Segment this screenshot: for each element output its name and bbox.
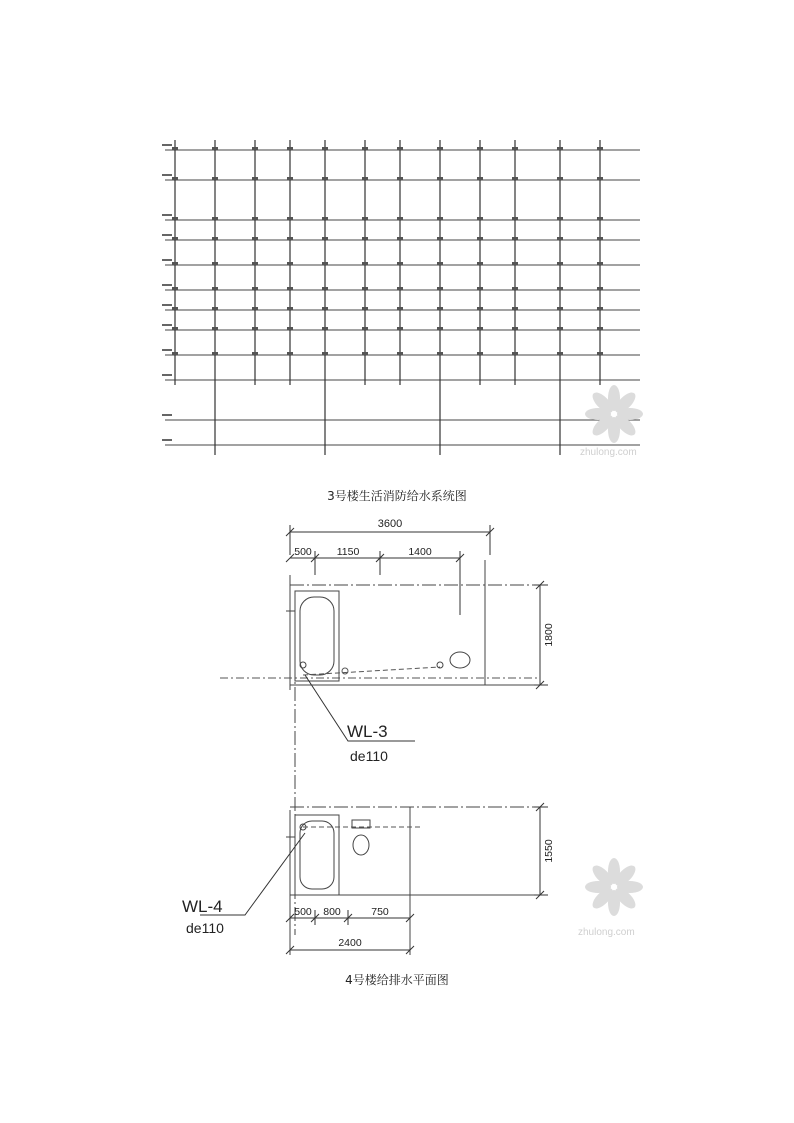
valve-mark xyxy=(287,147,293,150)
valve-mark xyxy=(397,327,403,330)
elevation-mark xyxy=(162,174,172,176)
valve-mark xyxy=(287,327,293,330)
valve-mark xyxy=(512,262,518,265)
valve-mark xyxy=(252,307,258,310)
valve-mark xyxy=(212,262,218,265)
valve-mark xyxy=(512,352,518,355)
elevation-mark xyxy=(162,234,172,236)
valve-mark xyxy=(557,237,563,240)
valve-mark xyxy=(212,217,218,220)
valve-mark xyxy=(362,287,368,290)
valve-mark xyxy=(362,217,368,220)
watermark-text: zhulong.com xyxy=(580,447,637,458)
valve-mark xyxy=(362,177,368,180)
elevation-mark xyxy=(162,284,172,286)
valve-mark xyxy=(287,352,293,355)
plan-drawing-caption: 4号楼给排水平面图 xyxy=(345,973,449,987)
valve-mark xyxy=(287,307,293,310)
valve-mark xyxy=(477,287,483,290)
valve-mark xyxy=(287,237,293,240)
valve-mark xyxy=(437,352,443,355)
valve-mark xyxy=(397,262,403,265)
valve-mark xyxy=(212,327,218,330)
valve-mark xyxy=(557,287,563,290)
valve-mark xyxy=(362,262,368,265)
valve-mark xyxy=(252,177,258,180)
valve-mark xyxy=(597,217,603,220)
valve-mark xyxy=(322,352,328,355)
dimension-label-1550: 1550 xyxy=(543,839,555,863)
valve-mark xyxy=(477,262,483,265)
valve-mark xyxy=(477,327,483,330)
valve-mark xyxy=(172,287,178,290)
plumbing-floor-plan xyxy=(200,515,560,965)
valve-mark xyxy=(437,147,443,150)
valve-mark xyxy=(557,352,563,355)
valve-mark xyxy=(557,177,563,180)
valve-mark xyxy=(322,327,328,330)
valve-mark xyxy=(172,307,178,310)
elevation-mark xyxy=(162,304,172,306)
valve-mark xyxy=(252,237,258,240)
valve-mark xyxy=(252,352,258,355)
valve-mark xyxy=(597,177,603,180)
valve-mark xyxy=(287,217,293,220)
valve-mark xyxy=(172,327,178,330)
valve-mark xyxy=(437,237,443,240)
elevation-marks xyxy=(162,144,172,441)
valve-mark xyxy=(397,147,403,150)
valve-mark xyxy=(362,352,368,355)
dimension-label-3600: 3600 xyxy=(377,518,403,530)
valve-mark xyxy=(397,352,403,355)
valve-mark xyxy=(212,147,218,150)
valve-mark xyxy=(477,147,483,150)
valve-mark xyxy=(322,217,328,220)
room-upper-walls xyxy=(290,560,540,690)
valve-mark xyxy=(322,177,328,180)
watermark-text: zhulong.com xyxy=(578,927,635,938)
valve-mark xyxy=(557,147,563,150)
valve-mark xyxy=(172,147,178,150)
valve-mark xyxy=(557,307,563,310)
snowflake-logo-icon xyxy=(582,855,646,919)
bathtub-upper xyxy=(286,591,339,681)
elevation-mark xyxy=(162,414,172,416)
dimension-label-1800: 1800 xyxy=(543,623,555,647)
pipe-size-wl4: de110 xyxy=(186,920,224,936)
valve-mark xyxy=(597,287,603,290)
valve-mark xyxy=(477,307,483,310)
pipe-size-wl3: de110 xyxy=(350,748,388,764)
elevation-mark xyxy=(162,214,172,216)
valve-mark xyxy=(512,287,518,290)
valve-mark xyxy=(397,177,403,180)
valve-mark xyxy=(252,262,258,265)
valve-mark xyxy=(597,307,603,310)
valve-mark xyxy=(287,287,293,290)
valve-mark xyxy=(512,147,518,150)
valve-mark xyxy=(597,352,603,355)
valve-mark xyxy=(397,237,403,240)
valve-mark xyxy=(212,177,218,180)
elevation-mark xyxy=(162,374,172,376)
dimension-label-1150: 1150 xyxy=(336,546,360,558)
pipe-label-wl3: WL-3 xyxy=(347,722,388,741)
valve-mark xyxy=(437,307,443,310)
floor-lines xyxy=(165,150,640,445)
valve-mark xyxy=(252,327,258,330)
dimension-label-750: 750 xyxy=(371,906,389,918)
valve-mark xyxy=(287,262,293,265)
toilet-upper xyxy=(437,652,470,668)
valve-marks xyxy=(172,147,603,355)
dimension-label-1400: 1400 xyxy=(408,546,432,558)
valve-mark xyxy=(362,307,368,310)
valve-mark xyxy=(212,237,218,240)
pipe-label-wl4: WL-4 xyxy=(182,897,223,916)
valve-mark xyxy=(477,237,483,240)
valve-mark xyxy=(437,217,443,220)
elevation-mark xyxy=(162,324,172,326)
dimension-label-500-bottom: 500 xyxy=(294,906,312,918)
valve-mark xyxy=(437,287,443,290)
valve-mark xyxy=(322,237,328,240)
valve-mark xyxy=(362,147,368,150)
system-diagram-caption: 3号楼生活消防给水系统图 xyxy=(327,489,467,503)
valve-mark xyxy=(512,217,518,220)
valve-mark xyxy=(172,262,178,265)
valve-mark xyxy=(212,352,218,355)
valve-mark xyxy=(172,177,178,180)
valve-mark xyxy=(362,237,368,240)
valve-mark xyxy=(557,217,563,220)
valve-mark xyxy=(437,327,443,330)
valve-mark xyxy=(212,307,218,310)
valve-mark xyxy=(362,327,368,330)
valve-mark xyxy=(477,352,483,355)
valve-mark xyxy=(172,217,178,220)
valve-mark xyxy=(437,177,443,180)
valve-mark xyxy=(397,307,403,310)
valve-mark xyxy=(322,307,328,310)
elevation-mark xyxy=(162,349,172,351)
dimension-label-2400: 2400 xyxy=(338,937,362,949)
valve-mark xyxy=(322,147,328,150)
elevation-mark xyxy=(162,259,172,261)
valve-mark xyxy=(597,327,603,330)
dimension-top-segments xyxy=(286,551,464,615)
valve-mark xyxy=(397,217,403,220)
drain-pipe-upper xyxy=(220,667,540,678)
valve-mark xyxy=(597,147,603,150)
valve-mark xyxy=(437,262,443,265)
valve-mark xyxy=(477,177,483,180)
valve-mark xyxy=(252,287,258,290)
valve-mark xyxy=(557,262,563,265)
valve-mark xyxy=(322,262,328,265)
valve-mark xyxy=(512,237,518,240)
valve-mark xyxy=(477,217,483,220)
valve-mark xyxy=(212,287,218,290)
valve-mark xyxy=(597,262,603,265)
valve-mark xyxy=(252,217,258,220)
elevation-mark xyxy=(162,439,172,441)
valve-mark xyxy=(172,352,178,355)
dimension-label-800: 800 xyxy=(323,906,341,918)
snowflake-logo-icon xyxy=(582,382,646,446)
valve-mark xyxy=(512,177,518,180)
room-lower-walls xyxy=(290,807,540,955)
valve-mark xyxy=(252,147,258,150)
valve-mark xyxy=(512,327,518,330)
dimension-label-500-top: 500 xyxy=(294,546,312,558)
valve-mark xyxy=(322,287,328,290)
water-supply-system-diagram xyxy=(150,120,650,470)
valve-mark xyxy=(172,237,178,240)
valve-mark xyxy=(512,307,518,310)
elevation-mark xyxy=(162,144,172,146)
riser-lines xyxy=(175,140,600,455)
valve-mark xyxy=(597,237,603,240)
toilet-lower xyxy=(352,820,370,855)
valve-mark xyxy=(557,327,563,330)
valve-mark xyxy=(287,177,293,180)
valve-mark xyxy=(397,287,403,290)
